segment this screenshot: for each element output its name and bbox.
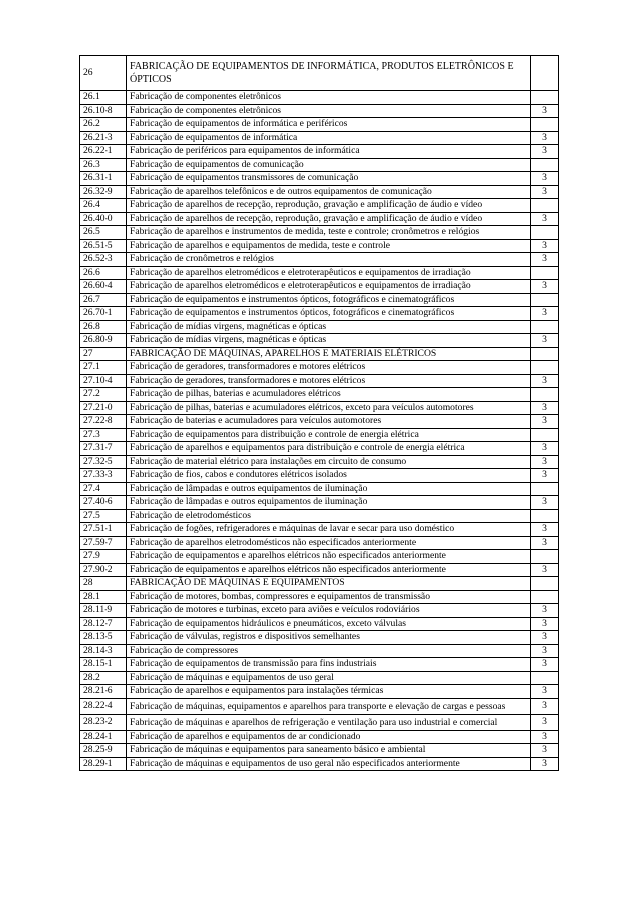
cnae-description-cell: Fabricação de aparelhos eletromédicos e eletroterapêuticos e equipamentos de irradiação	[127, 266, 531, 280]
table-row	[80, 145, 559, 159]
cnae-code-cell: 26.7	[80, 293, 127, 307]
table-row	[80, 455, 559, 469]
cnae-description-cell: FABRICAÇÃO DE EQUIPAMENTOS DE INFORMÁTICA, PRODUTOS ELETRÔNICOS E ÓPTICOS	[127, 56, 531, 91]
table-row	[80, 56, 559, 91]
cnae-description-cell: Fabricação de válvulas, registros e dispositivos semelhantes	[127, 631, 531, 645]
table-row	[80, 509, 559, 523]
table-row	[80, 744, 559, 758]
cnae-code-cell: 27.32-5	[80, 455, 127, 469]
cnae-description-cell: Fabricação de equipamentos transmissores de comunicação	[127, 172, 531, 186]
table-row	[80, 428, 559, 442]
table-row	[80, 226, 559, 240]
cnae-description-cell: Fabricação de geradores, transformadores e motores elétricos	[127, 361, 531, 375]
cnae-description-cell: Fabricação de máquinas e equipamentos de uso geral	[127, 671, 531, 685]
table-row	[80, 550, 559, 564]
cnae-value-cell: 3	[531, 253, 559, 267]
cnae-value-cell: 3	[531, 442, 559, 456]
cnae-description-cell: Fabricação de aparelhos eletrodomésticos não especificados anteriormente	[127, 536, 531, 550]
cnae-description-cell: Fabricação de aparelhos telefônicos e de outros equipamentos de comunicação	[127, 185, 531, 199]
cnae-description-cell: Fabricação de baterias e acumuladores para veículos automotores	[127, 415, 531, 429]
cnae-code-cell: 27.33-3	[80, 469, 127, 483]
cnae-code-cell: 26.10-8	[80, 104, 127, 118]
table-row	[80, 536, 559, 550]
table-row	[80, 185, 559, 199]
cnae-value-cell	[531, 361, 559, 375]
cnae-code-cell: 27.5	[80, 509, 127, 523]
table-row	[80, 293, 559, 307]
cnae-description-cell: Fabricação de equipamentos hidráulicos e pneumáticos, exceto válvulas	[127, 617, 531, 631]
cnae-value-cell: 3	[531, 239, 559, 253]
cnae-code-cell: 26.80-9	[80, 334, 127, 348]
cnae-code-cell: 26.3	[80, 158, 127, 172]
cnae-code-cell: 28.23-2	[80, 714, 127, 730]
cnae-description-cell: Fabricação de motores, bombas, compressores e equipamentos de transmissão	[127, 590, 531, 604]
cnae-value-cell	[531, 347, 559, 361]
cnae-description-cell: Fabricação de fogões, refrigeradores e máquinas de lavar e secar para uso doméstico	[127, 523, 531, 537]
table-row	[80, 266, 559, 280]
cnae-value-cell: 3	[531, 757, 559, 771]
cnae-value-cell	[531, 388, 559, 402]
cnae-description-cell: Fabricação de máquinas, equipamentos e aparelhos para transporte e elevação de cargas e pessoas	[127, 698, 531, 714]
table-row	[80, 617, 559, 631]
table-row	[80, 644, 559, 658]
cnae-code-cell: 28.12-7	[80, 617, 127, 631]
table-row	[80, 604, 559, 618]
cnae-value-cell: 3	[531, 744, 559, 758]
cnae-code-cell: 28.24-1	[80, 730, 127, 744]
cnae-description-cell: Fabricação de equipamentos de comunicação	[127, 158, 531, 172]
cnae-description-cell: Fabricação de mídias virgens, magnéticas e ópticas	[127, 320, 531, 334]
cnae-code-cell: 26.32-9	[80, 185, 127, 199]
cnae-code-cell: 26.4	[80, 199, 127, 213]
table-row	[80, 158, 559, 172]
table-row	[80, 631, 559, 645]
table-row	[80, 104, 559, 118]
cnae-description-cell: Fabricação de lâmpadas e outros equipamentos de iluminação	[127, 496, 531, 510]
cnae-description-cell: Fabricação de equipamentos e instrumentos ópticos, fotográficos e cinematográficos	[127, 307, 531, 321]
cnae-code-cell: 27.4	[80, 482, 127, 496]
cnae-code-cell: 27.21-0	[80, 401, 127, 415]
cnae-description-cell: Fabricação de geradores, transformadores e motores elétricos	[127, 374, 531, 388]
table-row	[80, 757, 559, 771]
cnae-value-cell	[531, 158, 559, 172]
cnae-value-cell: 3	[531, 401, 559, 415]
cnae-code-cell: 27.9	[80, 550, 127, 564]
table-row	[80, 91, 559, 105]
table-row	[80, 671, 559, 685]
table-row	[80, 482, 559, 496]
table-row	[80, 563, 559, 577]
table-row	[80, 280, 559, 294]
cnae-code-cell: 26.40-0	[80, 212, 127, 226]
cnae-code-cell: 26.6	[80, 266, 127, 280]
cnae-value-cell: 3	[531, 631, 559, 645]
cnae-value-cell	[531, 550, 559, 564]
cnae-code-cell: 28.1	[80, 590, 127, 604]
cnae-description-cell: Fabricação de motores e turbinas, exceto para aviões e veículos rodoviários	[127, 604, 531, 618]
table-row	[80, 361, 559, 375]
cnae-value-cell: 3	[531, 374, 559, 388]
cnae-value-cell: 3	[531, 523, 559, 537]
cnae-code-cell: 27.51-1	[80, 523, 127, 537]
cnae-description-cell: Fabricação de máquinas e equipamentos de uso geral não especificados anteriormente	[127, 757, 531, 771]
cnae-description-cell: Fabricação de cronômetros e relógios	[127, 253, 531, 267]
cnae-code-cell: 26	[80, 56, 127, 91]
cnae-code-cell: 27.22-8	[80, 415, 127, 429]
cnae-description-cell: Fabricação de equipamentos para distribuição e controle de energia elétrica	[127, 428, 531, 442]
table-row	[80, 658, 559, 672]
cnae-description-cell: Fabricação de mídias virgens, magnéticas e ópticas	[127, 334, 531, 348]
cnae-description-cell: Fabricação de aparelhos e instrumentos de medida, teste e controle; cronômetros e relógios	[127, 226, 531, 240]
cnae-description-cell: Fabricação de máquinas e aparelhos de refrigeração e ventilação para uso industrial e comercial	[127, 714, 531, 730]
cnae-description-cell: Fabricação de aparelhos e equipamentos para distribuição e controle de energia elétrica	[127, 442, 531, 456]
cnae-code-cell: 26.31-1	[80, 172, 127, 186]
cnae-code-cell: 26.51-5	[80, 239, 127, 253]
cnae-value-cell	[531, 428, 559, 442]
cnae-description-cell: Fabricação de componentes eletrônicos	[127, 104, 531, 118]
cnae-value-cell: 3	[531, 131, 559, 145]
table-row	[80, 199, 559, 213]
cnae-description-cell: Fabricação de aparelhos eletromédicos e eletroterapêuticos e equipamentos de irradiação	[127, 280, 531, 294]
table-row	[80, 730, 559, 744]
cnae-description-cell: Fabricação de compressores	[127, 644, 531, 658]
table-row	[80, 469, 559, 483]
cnae-value-cell: 3	[531, 658, 559, 672]
cnae-description-cell: Fabricação de equipamentos de transmissão para fins industriais	[127, 658, 531, 672]
cnae-value-cell: 3	[531, 685, 559, 699]
cnae-description-cell: Fabricação de eletrodomésticos	[127, 509, 531, 523]
cnae-code-cell: 26.52-3	[80, 253, 127, 267]
cnae-description-cell: Fabricação de equipamentos de informática e periféricos	[127, 118, 531, 132]
cnae-code-cell: 28.11-9	[80, 604, 127, 618]
cnae-value-cell: 3	[531, 415, 559, 429]
cnae-code-cell: 28.14-3	[80, 644, 127, 658]
cnae-code-cell: 26.8	[80, 320, 127, 334]
table-row	[80, 118, 559, 132]
cnae-value-cell	[531, 509, 559, 523]
cnae-value-cell: 3	[531, 334, 559, 348]
cnae-description-cell: Fabricação de material elétrico para instalações em circuito de consumo	[127, 455, 531, 469]
cnae-value-cell: 3	[531, 185, 559, 199]
cnae-value-cell: 3	[531, 172, 559, 186]
table-row	[80, 334, 559, 348]
table-row	[80, 253, 559, 267]
cnae-code-cell: 27.1	[80, 361, 127, 375]
cnae-code-cell: 27.90-2	[80, 563, 127, 577]
cnae-code-cell: 27.2	[80, 388, 127, 402]
cnae-description-cell: Fabricação de lâmpadas e outros equipamentos de iluminação	[127, 482, 531, 496]
cnae-code-cell: 28.15-1	[80, 658, 127, 672]
cnae-description-cell: Fabricação de equipamentos e aparelhos elétricos não especificados anteriormente	[127, 563, 531, 577]
table-row	[80, 523, 559, 537]
cnae-table-body	[80, 56, 559, 771]
table-row	[80, 131, 559, 145]
cnae-value-cell: 3	[531, 280, 559, 294]
cnae-code-cell: 28.22-4	[80, 698, 127, 714]
table-row	[80, 401, 559, 415]
table-row	[80, 442, 559, 456]
cnae-value-cell: 3	[531, 617, 559, 631]
cnae-code-cell: 26.60-4	[80, 280, 127, 294]
cnae-value-cell: 3	[531, 730, 559, 744]
cnae-value-cell	[531, 482, 559, 496]
cnae-value-cell	[531, 671, 559, 685]
cnae-description-cell: Fabricação de periféricos para equipamentos de informática	[127, 145, 531, 159]
cnae-description-cell: Fabricação de componentes eletrônicos	[127, 91, 531, 105]
cnae-value-cell: 3	[531, 698, 559, 714]
table-row	[80, 388, 559, 402]
cnae-description-cell: Fabricação de aparelhos de recepção, reprodução, gravação e amplificação de áudio e vídeo	[127, 199, 531, 213]
table-row	[80, 320, 559, 334]
cnae-code-cell: 27.40-6	[80, 496, 127, 510]
table-row	[80, 239, 559, 253]
cnae-value-cell: 3	[531, 714, 559, 730]
cnae-value-cell	[531, 199, 559, 213]
cnae-description-cell: Fabricação de aparelhos e equipamentos para instalações térmicas	[127, 685, 531, 699]
cnae-value-cell: 3	[531, 536, 559, 550]
cnae-value-cell: 3	[531, 563, 559, 577]
cnae-code-cell: 28.13-5	[80, 631, 127, 645]
cnae-code-cell: 26.22-1	[80, 145, 127, 159]
cnae-description-cell: Fabricação de pilhas, baterias e acumuladores elétricos, exceto para veículos automotores	[127, 401, 531, 415]
cnae-value-cell: 3	[531, 604, 559, 618]
table-row	[80, 415, 559, 429]
cnae-code-cell: 27	[80, 347, 127, 361]
cnae-value-cell	[531, 226, 559, 240]
cnae-value-cell: 3	[531, 145, 559, 159]
cnae-description-cell: Fabricação de equipamentos e aparelhos elétricos não especificados anteriormente	[127, 550, 531, 564]
cnae-code-cell: 26.2	[80, 118, 127, 132]
cnae-value-cell: 3	[531, 212, 559, 226]
cnae-value-cell: 3	[531, 455, 559, 469]
cnae-code-cell: 28.21-6	[80, 685, 127, 699]
cnae-value-cell	[531, 56, 559, 91]
cnae-code-cell: 28	[80, 577, 127, 591]
cnae-value-cell: 3	[531, 644, 559, 658]
cnae-description-cell: Fabricação de aparelhos de recepção, reprodução, gravação e amplificação de áudio e vídeo	[127, 212, 531, 226]
cnae-code-cell: 27.59-7	[80, 536, 127, 550]
table-row	[80, 685, 559, 699]
cnae-table	[79, 55, 559, 771]
table-row	[80, 496, 559, 510]
table-row	[80, 307, 559, 321]
cnae-value-cell	[531, 91, 559, 105]
cnae-description-cell: Fabricação de aparelhos e equipamentos de medida, teste e controle	[127, 239, 531, 253]
cnae-code-cell: 28.25-9	[80, 744, 127, 758]
table-row	[80, 714, 559, 730]
cnae-description-cell: FABRICAÇÃO DE MÁQUINAS, APARELHOS E MATERIAIS ELÉTRICOS	[127, 347, 531, 361]
cnae-value-cell	[531, 118, 559, 132]
cnae-code-cell: 27.31-7	[80, 442, 127, 456]
table-row	[80, 172, 559, 186]
table-row	[80, 590, 559, 604]
cnae-description-cell: Fabricação de aparelhos e equipamentos de ar condicionado	[127, 730, 531, 744]
cnae-description-cell: Fabricação de pilhas, baterias e acumuladores elétricos	[127, 388, 531, 402]
cnae-description-cell: FABRICAÇÃO DE MÁQUINAS E EQUIPAMENTOS	[127, 577, 531, 591]
cnae-code-cell: 26.5	[80, 226, 127, 240]
table-row	[80, 212, 559, 226]
cnae-code-cell: 27.3	[80, 428, 127, 442]
cnae-code-cell: 28.2	[80, 671, 127, 685]
table-row	[80, 698, 559, 714]
cnae-code-cell: 26.70-1	[80, 307, 127, 321]
table-row	[80, 347, 559, 361]
cnae-value-cell	[531, 266, 559, 280]
cnae-code-cell: 26.1	[80, 91, 127, 105]
cnae-value-cell	[531, 590, 559, 604]
cnae-value-cell	[531, 293, 559, 307]
cnae-code-cell: 28.29-1	[80, 757, 127, 771]
cnae-code-cell: 26.21-3	[80, 131, 127, 145]
table-row	[80, 374, 559, 388]
cnae-description-cell: Fabricação de equipamentos e instrumentos ópticos, fotográficos e cinematográficos	[127, 293, 531, 307]
cnae-value-cell: 3	[531, 104, 559, 118]
cnae-description-cell: Fabricação de equipamentos de informática	[127, 131, 531, 145]
table-row	[80, 577, 559, 591]
cnae-value-cell	[531, 577, 559, 591]
cnae-value-cell: 3	[531, 469, 559, 483]
cnae-code-cell: 27.10-4	[80, 374, 127, 388]
cnae-description-cell: Fabricação de máquinas e equipamentos para saneamento básico e ambiental	[127, 744, 531, 758]
cnae-value-cell: 3	[531, 307, 559, 321]
cnae-value-cell	[531, 320, 559, 334]
cnae-description-cell: Fabricação de fios, cabos e condutores elétricos isolados	[127, 469, 531, 483]
cnae-value-cell: 3	[531, 496, 559, 510]
